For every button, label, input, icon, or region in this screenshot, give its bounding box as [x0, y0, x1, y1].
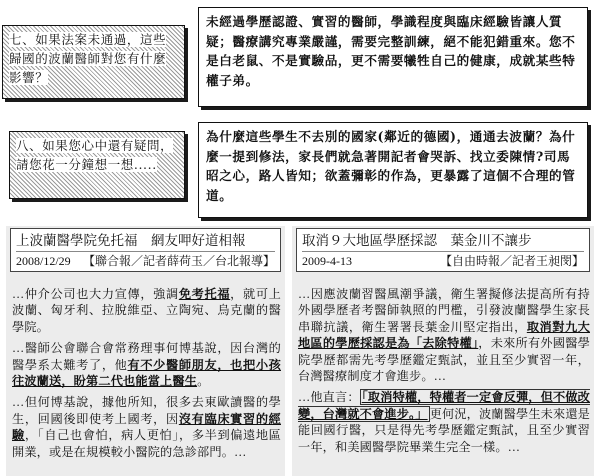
article-left-body: [12, 286, 281, 465]
question-7-text: 七、如果法案未通過，這些歸國的波蘭醫師對您有什麼影響？: [9, 32, 167, 85]
article-left-date: 2008/12/29: [16, 254, 71, 268]
article-right-paragraph: …他直言： 「取消特權，特權者一定會反彈，但不做改變，台灣就不會進步。」 更何況，波蘭醫學生未來還是能回國行醫，只是得先考學歷鑑定甄試，且至少實習一年，和美國醫學院畢業生完全一樣。…: [298, 390, 591, 454]
article-left-paragraph: …但何博基說，據他所知，很多去東歐讀醫的學生，回國後即使考上國考，因沒有臨床實習的經驗，「自己也會怕，病人更怕」，多半到偏遠地區開業，或是在規模較小醫院的急診部門。…: [12, 395, 282, 459]
article-left-paragraph: …醫師公會聯合會常務理事何博基說，因台灣的醫學系太難考了，他有不少醫師朋友，也把小孩往波蘭送，盼第二代也能當上醫生。: [12, 341, 281, 389]
article-left-headline: 上波蘭醫學院免托福 網友呷好道相報: [16, 233, 246, 248]
boxed-quote: 「取消特權，特權者一定會反彈，但不做改變，台灣就不會進步。」: [298, 390, 590, 421]
article-right-date: 2009-4-13: [302, 254, 352, 268]
answer-8-box: [198, 122, 588, 218]
article-left-byline: [16, 251, 275, 270]
answer-8-text: 為什麼這些學生不去別的國家(鄰近的德國)，通通去波蘭？為什麼一提到修法，家長們就急著開記者會哭訴、找立委陳情?司馬昭之心，路人皆知；欲蓋彌彰的作為，更暴露了這個不合理的管道。: [206, 129, 576, 203]
news-article-left: [6, 226, 285, 476]
underlined-phrase: 沒有臨床實習的經驗: [12, 411, 281, 443]
article-left-paragraph: …仲介公司也大力宣傳，強調免考托福，就可上波蘭、匈牙利、拉脫維亞、立陶宛、烏克蘭的醫學院。: [12, 287, 281, 334]
underlined-phrase: 免考托福: [178, 287, 231, 301]
question-8-box: [9, 131, 185, 199]
news-article-right: [292, 226, 594, 476]
article-right-body: [298, 286, 590, 460]
article-left-header: [10, 228, 281, 272]
article-right-source: 【自由時報／記者王昶閔】: [439, 254, 584, 268]
article-left-source: 【聯合報／記者薛荷玉／台北報導】: [82, 254, 275, 268]
answer-7-text: 未經過學歷認證、實習的醫師，學識程度與臨床經驗皆讓人質疑；醫療講究專業嚴謹，需要完整訓練，絕不能犯錯重來。您不是白老鼠、不是實驗品，更不需要犧牲自己的健康，成就某些特權子弟。: [206, 14, 576, 88]
question-8-text: 八、如果您心中還有疑問，請您花一分鐘想一想.....: [16, 138, 174, 172]
underlined-phrase: 有不少醫師朋友，也把小孩往波蘭送，盼第二代也能當上醫生: [12, 357, 281, 389]
article-right-header: [296, 228, 590, 272]
answer-7-box: [198, 7, 588, 107]
underlined-phrase: 取消對九大地區的學歷採認是為「去除特權」: [298, 319, 590, 351]
article-right-paragraph: …因應波蘭習醫風潮爭議，衛生署擬修法提高所有持外國學歷者考醫師執照的門檻，引發波蘭醫學生家長串聯抗議，衛生署署長葉金川堅定指出，取消對九大地區的學歷採認是為「去除特權」，未來所有外國醫學院學歷都需先考學歷鑑定甄試，並且至少實習一年，台灣醫療制度才會進步。…: [298, 287, 590, 384]
article-right-byline: [302, 251, 584, 270]
article-right-headline: 取消９大地區學歷採認 葉金川不讓步: [302, 233, 532, 248]
question-7-box: [2, 25, 185, 99]
